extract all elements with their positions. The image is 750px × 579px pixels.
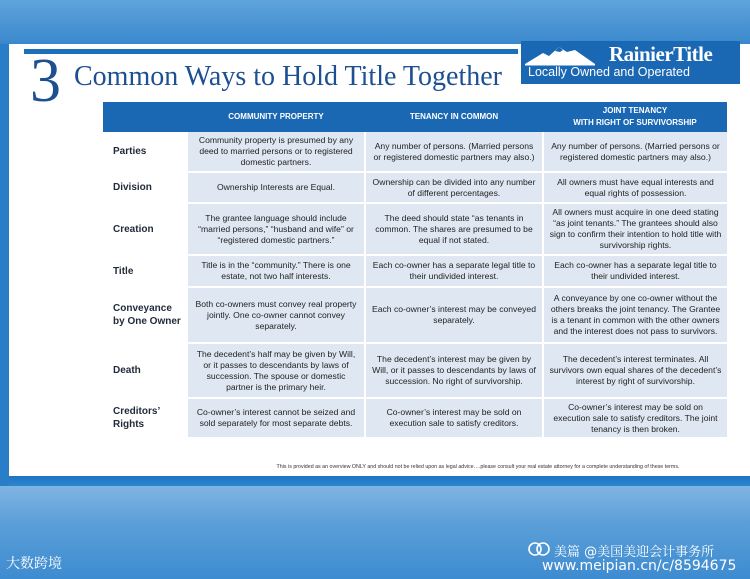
row-label: Parties <box>103 132 187 172</box>
row-label: Title <box>103 255 187 287</box>
page-title: Common Ways to Hold Title Together <box>74 61 502 92</box>
table-cell: Ownership Interests are Equal. <box>187 172 365 203</box>
row-label: Division <box>103 172 187 203</box>
table-cell: Co-owner’s interest may be sold on execution sale to satisfy creditors. <box>365 398 543 438</box>
table-row <box>103 287 727 343</box>
header-line: JOINT TENANCY <box>602 106 668 115</box>
watermark-left <box>6 553 62 573</box>
card-bottom-rule <box>9 476 750 486</box>
table-row <box>103 398 727 438</box>
table-cell: Community property is presumed by any deed to married persons or to registered domestic partners. <box>187 132 365 172</box>
disclaimer-line: This is provided as an overview ONLY and should not be relied upon as legal advice….please consult your real estate attorney for a complete understanding of these terms. <box>276 464 680 470</box>
row-label: Death <box>103 343 187 398</box>
top-banner <box>0 0 750 44</box>
table-cell: Each co-owner has a separate legal title to their undivided interest. <box>543 255 727 287</box>
table-row <box>103 255 727 287</box>
row-label: Conveyance by One Owner <box>103 287 187 343</box>
title-comparison-table <box>103 102 727 439</box>
table-cell: The grantee language should include “married persons,” “husband and wife” or “registered domestic partners.” <box>187 203 365 255</box>
table-cell: A conveyance by one co-owner without the others breaks the joint tenancy. The Grantee is a tenant in common with the other owners and the interest does not pass to survivors. <box>543 287 727 343</box>
table-row <box>103 343 727 398</box>
table-row <box>103 172 727 203</box>
watermark-author-text: 美篇 @美国美迎会计事务所 <box>554 545 715 560</box>
table-cell: Co-owner’s interest cannot be seized and sold separately for most separate debts. <box>187 398 365 438</box>
table-row <box>103 132 727 172</box>
title-number: 3 <box>30 47 61 115</box>
table-cell: The decedent’s interest terminates. All survivors own equal shares of the decedent’s interest by right of survivorship. <box>543 343 727 398</box>
company-logo <box>521 41 740 84</box>
title-rule <box>24 49 518 54</box>
row-label: Creditors’ Rights <box>103 398 187 438</box>
table-cell: Each co-owner has a separate legal title to their undivided interest. <box>365 255 543 287</box>
table-cell: Title is in the “community.” There is one estate, not two half interests. <box>187 255 365 287</box>
logo-name: RainierTitle <box>609 42 713 66</box>
watermark-right-url: www.meipian.cn/c/8594675 <box>542 558 737 574</box>
row-label: Creation <box>103 203 187 255</box>
logo-tagline: Locally Owned and Operated <box>528 65 690 79</box>
header-corner <box>103 102 187 132</box>
table-cell: Ownership can be divided into any number of different percentages. <box>365 172 543 203</box>
table-cell: The decedent’s half may be given by Will, or it passes to descendants by laws of succession. The spouse or domestic partner is the primary heir. <box>187 343 365 398</box>
table-cell: Each co-owner’s interest may be conveyed separately. <box>365 287 543 343</box>
table-cell: The deed should state “as tenants in common. The shares are presumed to be equal if not stated. <box>365 203 543 255</box>
table-cell: All owners must have equal interests and equal rights of possession. <box>543 172 727 203</box>
table-cell: Any number of persons. (Married persons or registered domestic partners may also.) <box>543 132 727 172</box>
column-header-community-property: COMMUNITY PROPERTY <box>187 102 365 132</box>
table-cell: Any number of persons. (Married persons or registered domestic partners may also.) <box>365 132 543 172</box>
mountain-icon <box>525 44 595 66</box>
disclaimer-text <box>0 464 750 470</box>
column-header-joint-tenancy <box>543 102 727 132</box>
column-header-tenancy-in-common: TENANCY IN COMMON <box>365 102 543 132</box>
table-cell: All owners must acquire in one deed stating “as joint tenants.” The grantees should also sign to confirm their intention to hold title with survivorship rights. <box>543 203 727 255</box>
table-cell: Co-owner’s interest may be sold on execution sale to satisfy creditors. The joint tenancy is then broken. <box>543 398 727 438</box>
table-row <box>103 203 727 255</box>
table-cell: The decedent’s interest may be given by Will, or it passes to descendants by laws of succession. No right of survivorship. <box>365 343 543 398</box>
table-cell: Both co-owners must convey real property jointly. One co-owner cannot convey separately. <box>187 287 365 343</box>
header-line: WITH RIGHT OF SURVIVORSHIP <box>573 118 697 127</box>
watermark-left-text: 大数跨境 <box>6 556 62 572</box>
table-header-row <box>103 102 727 132</box>
